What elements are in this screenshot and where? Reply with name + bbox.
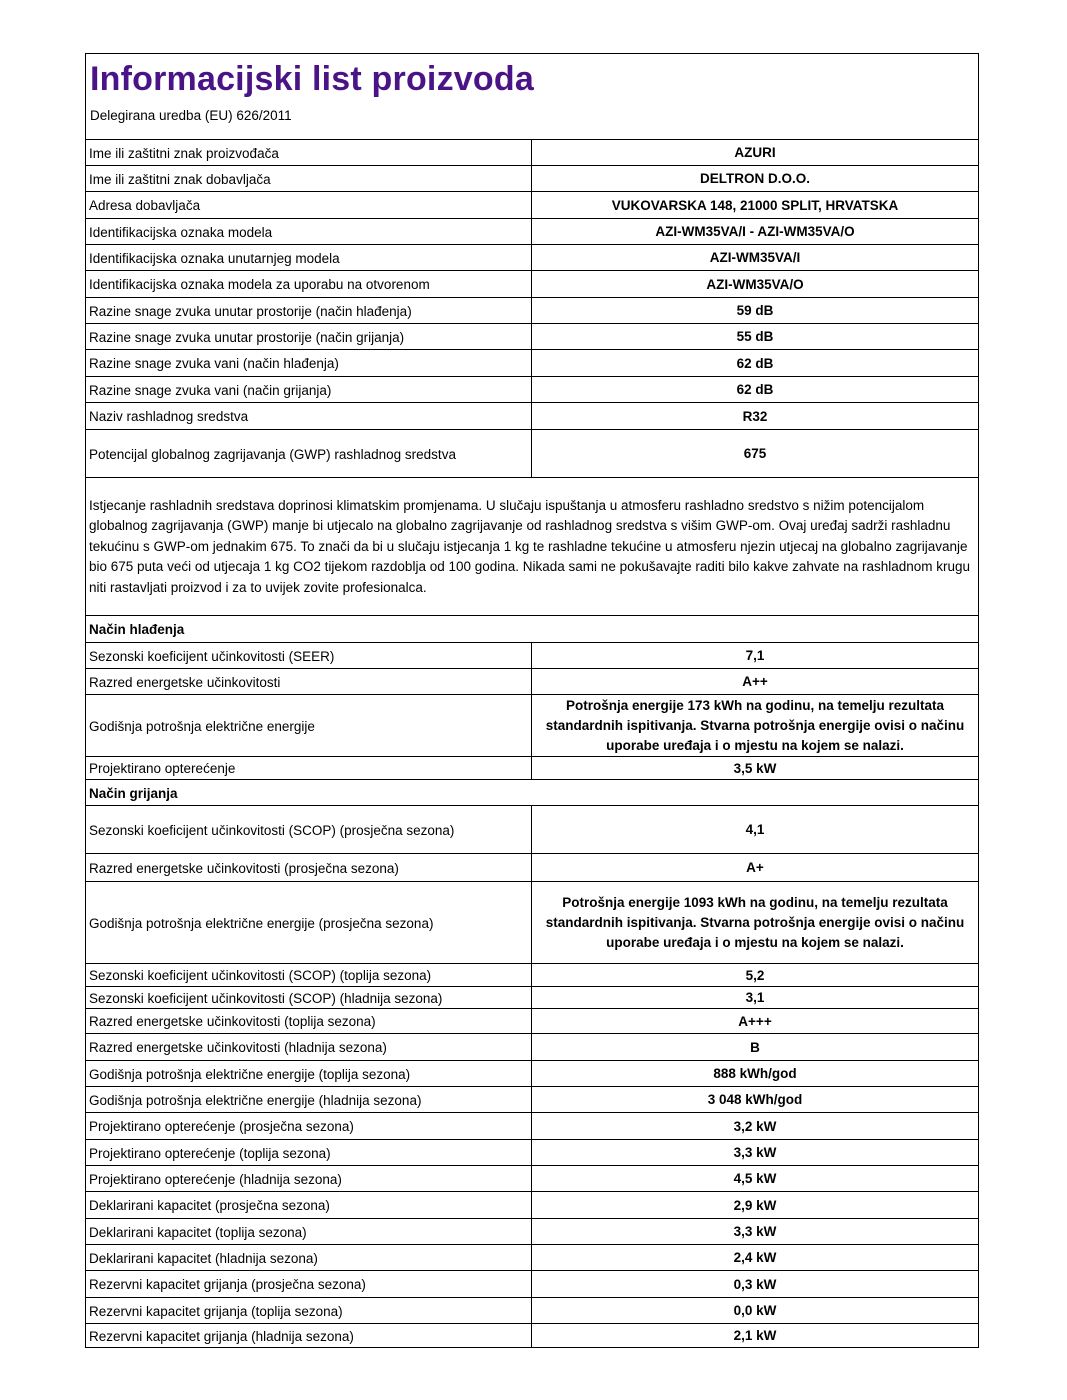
table-row xyxy=(86,694,978,757)
table-row xyxy=(86,986,978,1009)
table-row xyxy=(86,1139,978,1166)
row-value: R32 xyxy=(531,403,978,430)
table-row xyxy=(86,1060,978,1087)
table-row xyxy=(86,1165,978,1192)
table-row xyxy=(86,323,978,350)
table-row xyxy=(86,218,978,245)
table-row xyxy=(86,1008,978,1034)
row-label: Godišnja potrošnja električne energije (hladnija sezona) xyxy=(89,1092,422,1108)
row-label: Projektirano opterećenje xyxy=(89,761,236,776)
table-row xyxy=(86,349,978,377)
table-row xyxy=(86,191,978,219)
table-row xyxy=(86,1297,978,1324)
table-row xyxy=(86,376,978,403)
row-value: 7,1 xyxy=(531,643,978,669)
row-label: Ime ili zaštitni znak proizvođača xyxy=(89,145,279,161)
row-label: Projektirano opterećenje (prosječna sezona) xyxy=(89,1119,354,1134)
product-information-sheet xyxy=(85,53,979,1348)
row-label: Rezervni kapacitet grijanja (toplija sezona) xyxy=(89,1303,343,1319)
row-label: Razine snage zvuka unutar prostorije (način hlađenja) xyxy=(89,303,412,319)
table-row xyxy=(86,1323,978,1348)
section-heading-heating xyxy=(86,779,978,806)
row-value: 888 kWh/god xyxy=(531,1061,978,1087)
table-row xyxy=(86,1191,978,1219)
row-value: A+++ xyxy=(531,1009,978,1034)
row-value: VUKOVARSKA 148, 21000 SPLIT, HRVATSKA xyxy=(531,192,978,219)
notice-text: Istjecanje rashladnih sredstava doprinosi klimatskim promjenama. U slučaju ispuštanja u atmosferu rashladno sredstvo s nižim potencijalom globalnog zagrijavanja (GWP) manje bi utjecalo na globalno zagrijavanje od rashladnog sredstva s višim GWP-om. Ovaj uređaj sadrži rashladnu tekućinu s GWP-om jednakim 675. To znači da bi u slučaju istjecanja 1 kg te rashladne tekućine u atmosferu njezin utjecaj na globalno zagrijavanje bio 675 puta veći od utjecaja 1 kg CO2 tijekom razdoblja od 100 godina. Nikada sami ne pokušavajte raditi bilo kakve zahvate na rashladnom krugu niti rastavljati proizvod i za to uvijek zovite profesionalca. xyxy=(89,497,971,595)
row-value: AZI-WM35VA/I - AZI-WM35VA/O xyxy=(531,219,978,245)
row-label: Adresa dobavljača xyxy=(89,198,201,213)
row-label: Deklarirani kapacitet (prosječna sezona) xyxy=(89,1198,330,1213)
row-value: 2,4 kW xyxy=(531,1245,978,1271)
row-value: 0,3 kW xyxy=(531,1271,978,1298)
row-label: Deklarirani kapacitet (hladnija sezona) xyxy=(89,1250,318,1266)
row-value: 62 dB xyxy=(531,350,978,377)
row-label: Razine snage zvuka vani (način grijanja) xyxy=(89,382,332,398)
table-row xyxy=(86,297,978,324)
row-label: Identifikacijska oznaka modela za uporabu na otvorenom xyxy=(89,277,430,292)
row-value: AZI-WM35VA/O xyxy=(531,271,978,298)
table-row xyxy=(86,1112,978,1140)
row-value: 2,9 kW xyxy=(531,1192,978,1219)
row-value: A++ xyxy=(531,669,978,695)
row-value: 4,1 xyxy=(531,806,978,854)
row-value: 675 xyxy=(531,430,978,478)
table-row xyxy=(86,668,978,695)
row-label: Razred energetske učinkovitosti (toplija sezona) xyxy=(89,1014,376,1029)
table-row xyxy=(86,963,978,987)
row-value: Potrošnja energije 1093 kWh na godinu, na temelju rezultata standardnih ispitivanja. Stvarna potrošnja energije ovisi o načinu uporabe uređaja i o mjestu na kojem se nalazi. xyxy=(531,882,978,964)
row-value: 62 dB xyxy=(531,377,978,403)
row-value: AZI-WM35VA/I xyxy=(531,245,978,271)
refrigerant-notice xyxy=(86,477,978,616)
table-row xyxy=(86,756,978,780)
row-value: 3,3 kW xyxy=(531,1219,978,1245)
section-title: Način hlađenja xyxy=(89,622,185,637)
row-label: Identifikacijska oznaka modela xyxy=(89,224,273,240)
table-row xyxy=(86,139,978,166)
row-label: Sezonski koeficijent učinkovitosti (SCOP) (prosječna sezona) xyxy=(89,822,455,838)
table-row xyxy=(86,853,978,882)
row-value: AZURI xyxy=(531,140,978,166)
row-label: Deklarirani kapacitet (toplija sezona) xyxy=(89,1224,307,1240)
row-label: Sezonski koeficijent učinkovitosti (SCOP) (toplija sezona) xyxy=(89,968,432,983)
table-row xyxy=(86,165,978,192)
row-value: 59 dB xyxy=(531,298,978,324)
row-label: Razred energetske učinkovitosti (hladnija sezona) xyxy=(89,1040,387,1055)
row-value: 0,0 kW xyxy=(531,1298,978,1324)
table-row xyxy=(86,642,978,669)
table-row xyxy=(86,1033,978,1061)
row-label: Projektirano opterećenje (hladnija sezona) xyxy=(89,1171,342,1187)
row-label: Godišnja potrošnja električne energije xyxy=(89,718,315,734)
section-title: Način grijanja xyxy=(89,785,178,801)
table-row xyxy=(86,244,978,271)
table-row xyxy=(86,1086,978,1113)
row-value: 2,1 kW xyxy=(531,1324,978,1348)
row-label: Godišnja potrošnja električne energije (prosječna sezona) xyxy=(89,915,434,931)
page-title: Informacijski list proizvoda xyxy=(90,60,534,98)
row-label: Razred energetske učinkovitosti (prosječna sezona) xyxy=(89,860,399,876)
row-value: B xyxy=(531,1034,978,1061)
row-label: Potencijal globalnog zagrijavanja (GWP) rashladnog sredstva xyxy=(89,446,456,462)
row-label: Razine snage zvuka vani (način hlađenja) xyxy=(89,356,339,371)
row-value: 3,5 kW xyxy=(531,757,978,780)
table-row xyxy=(86,1270,978,1298)
row-value: 5,2 xyxy=(531,964,978,987)
row-value: 4,5 kW xyxy=(531,1166,978,1192)
row-value: A+ xyxy=(531,854,978,882)
row-label: Ime ili zaštitni znak dobavljača xyxy=(89,171,271,187)
table-row xyxy=(86,402,978,430)
row-value: 3,2 kW xyxy=(531,1113,978,1140)
row-label: Razine snage zvuka unutar prostorije (način grijanja) xyxy=(89,329,405,345)
table-row xyxy=(86,805,978,854)
row-value: 3,3 kW xyxy=(531,1140,978,1166)
row-value: 3,1 xyxy=(531,987,978,1009)
row-value: Potrošnja energije 173 kWh na godinu, na temelju rezultata standardnih ispitivanja. Stvarna potrošnja energije ovisi o načinu uporabe uređaja i o mjestu na kojem se nalazi. xyxy=(531,695,978,757)
table-row xyxy=(86,881,978,964)
row-label: Projektirano opterećenje (toplija sezona) xyxy=(89,1145,331,1161)
row-value: DELTRON D.O.O. xyxy=(531,166,978,192)
row-label: Razred energetske učinkovitosti xyxy=(89,674,281,690)
table-row xyxy=(86,1244,978,1271)
section-heading-cooling xyxy=(86,615,978,643)
table-row xyxy=(86,1218,978,1245)
regulation-reference: Delegirana uredba (EU) 626/2011 xyxy=(90,108,292,123)
row-label: Sezonski koeficijent učinkovitosti (SEER) xyxy=(89,648,335,664)
table-row xyxy=(86,429,978,478)
row-label: Naziv rashladnog sredstva xyxy=(89,409,249,424)
table-row xyxy=(86,270,978,298)
row-value: 55 dB xyxy=(531,324,978,350)
row-label: Sezonski koeficijent učinkovitosti (SCOP) (hladnija sezona) xyxy=(89,990,443,1006)
row-label: Godišnja potrošnja električne energije (toplija sezona) xyxy=(89,1066,411,1082)
row-label: Rezervni kapacitet grijanja (hladnija sezona) xyxy=(89,1328,354,1344)
row-label: Rezervni kapacitet grijanja (prosječna sezona) xyxy=(89,1277,366,1292)
row-value: 3 048 kWh/god xyxy=(531,1087,978,1113)
row-label: Identifikacijska oznaka unutarnjeg modela xyxy=(89,250,340,266)
